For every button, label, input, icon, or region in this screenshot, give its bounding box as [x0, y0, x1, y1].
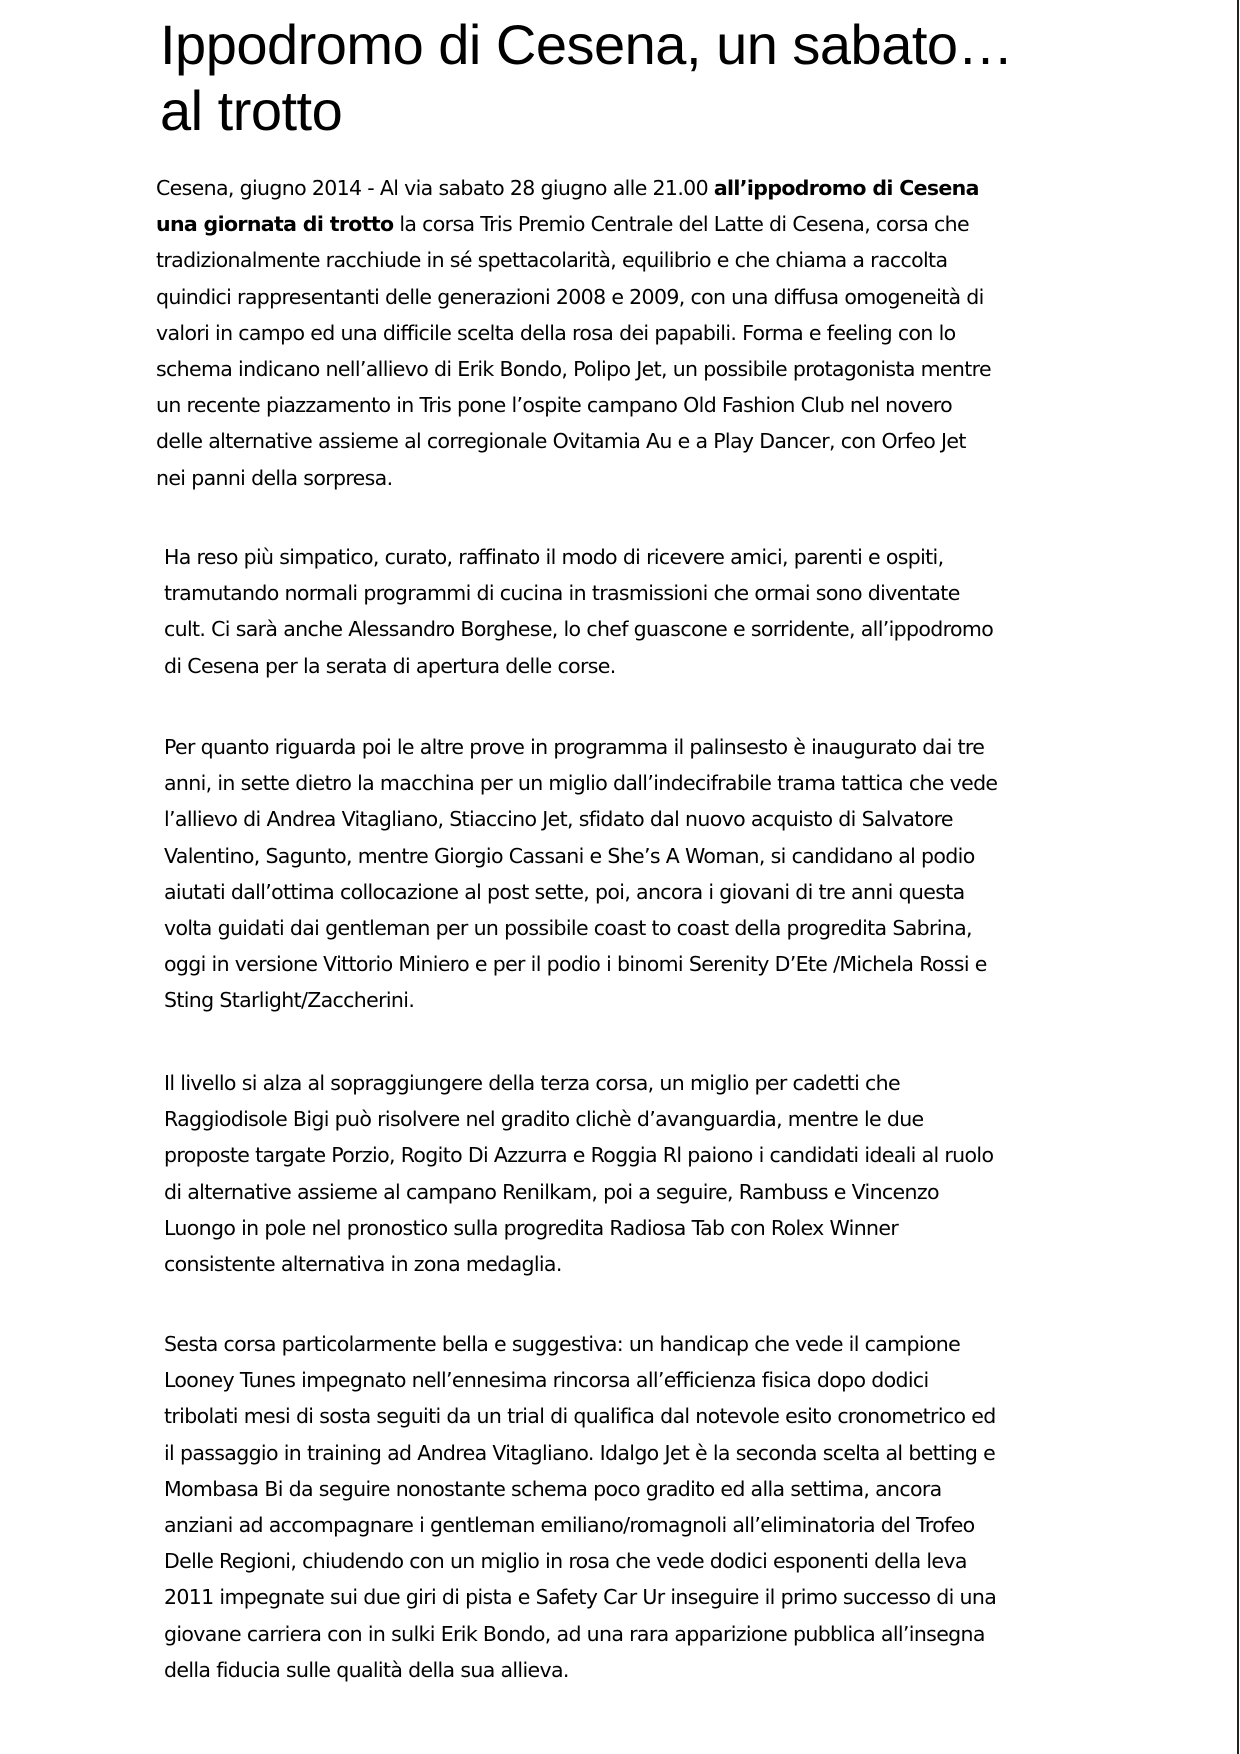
article-paragraph-3: Per quanto riguarda poi le altre prove in programma il palinsesto è inaugurato dai tre anni, in sette dietro la macchina per un miglio dall’indecifrabile trama tattica che vede l’allievo di Andrea Vitagliano, Stiaccino Jet, sfidato dal nuovo acquisto di Salvatore Valentino, Sagunto, mentre Giorgio Cassani e She’s A Woman, si candidano al podio aiutati dall’ottima collocazione al post sette, poi, ancora i giovani di tre anni questa volta guidati dai gentleman per un possibile coast to coast della progredita Sabrina, oggi in versione Vittorio Miniero e per il podio i binomi Serenity D’Ete /Michela Rossi e Sting Starlight/Zaccherini. — [164, 735, 998, 1013]
page-right-border — [1237, 0, 1239, 1754]
article-paragraph-2: Ha reso più simpatico, curato, raffinato il modo di ricevere amici, parenti e ospiti, tramutando normali programmi di cucina in trasmissioni che ormai sono diventate cult. Ci sarà anche Alessandro Borghese, lo chef guascone e sorridente, all’ippodromo di Cesena per la serata di apertura delle corse. — [164, 545, 994, 678]
article-paragraph-5: Sesta corsa particolarmente bella e suggestiva: un handicap che vede il campione Looney Tunes impegnato nell’ennesima rincorsa all’efficienza fisica dopo dodici tribolati mesi di sosta seguiti da un trial di qualifica dal notevole esito cronometrico ed il passaggio in training ad Andrea Vitagliano. Idalgo Jet è la seconda scelta al betting e Mombasa Bi da seguire nonostante schema poco gradito ed alla settima, ancora anziani ad accompagnare i gentleman emiliano/romagnoli all’eliminatoria del Trofeo Delle Regioni, chiudendo con un miglio in rosa che vede dodici esponenti della leva 2011 impegnate sui due giri di pista e Safety Car Ur inseguire il primo successo di una giovane carriera con in sulki Erik Bondo, ad una rara apparizione pubblica all’insegna della fiducia sulle qualità della sua allieva. — [164, 1332, 997, 1682]
article-paragraph-4: Il livello si alza al sopraggiungere della terza corsa, un miglio per cadetti che Raggiodisole Bigi può risolvere nel gradito clichè d’avanguardia, mentre le due proposte targate Porzio, Rogito Di Azzurra e Roggia Rl paiono i candidati ideali al ruolo di alternative assieme al campano Renilkam, poi a seguire, Rambuss e Vincenzo Luongo in pole nel pronostico sulla progredita Radiosa Tab con Rolex Winner consistente alternativa in zona medaglia. — [164, 1071, 994, 1277]
paragraph-1-rest: la corsa Tris Premio Centrale del Latte di Cesena, corsa che tradizionalmente racchiude in sé spettacolarità, equilibrio e che chiama a raccolta quindici rappresentanti delle generazioni 2008 e 2009, con una diffusa omogeneità di valori in campo ed una difficile scelta della rosa dei papabili. Forma e feeling con lo schema indicano nell’allievo di Erik Bondo, Polipo Jet, un possibile protagonista mentre un recente piazzamento in Tris pone l’ospite campano Old Fashion Club nel novero delle alternative assieme al corregionale Ovitamia Au e a Play Dancer, con Orfeo Jet nei panni della sorpresa. — [156, 212, 991, 490]
article-title: Ippodromo di Cesena, un sabato… al trotto — [160, 13, 1014, 142]
article-paragraph-1 — [156, 170, 996, 496]
paragraph-1-bold: all’ippodromo di Cesena una giornata di trotto — [156, 176, 979, 237]
paragraph-1-lead: Cesena, giugno 2014 - Al via sabato 28 giugno alle 21.00 — [156, 176, 714, 200]
